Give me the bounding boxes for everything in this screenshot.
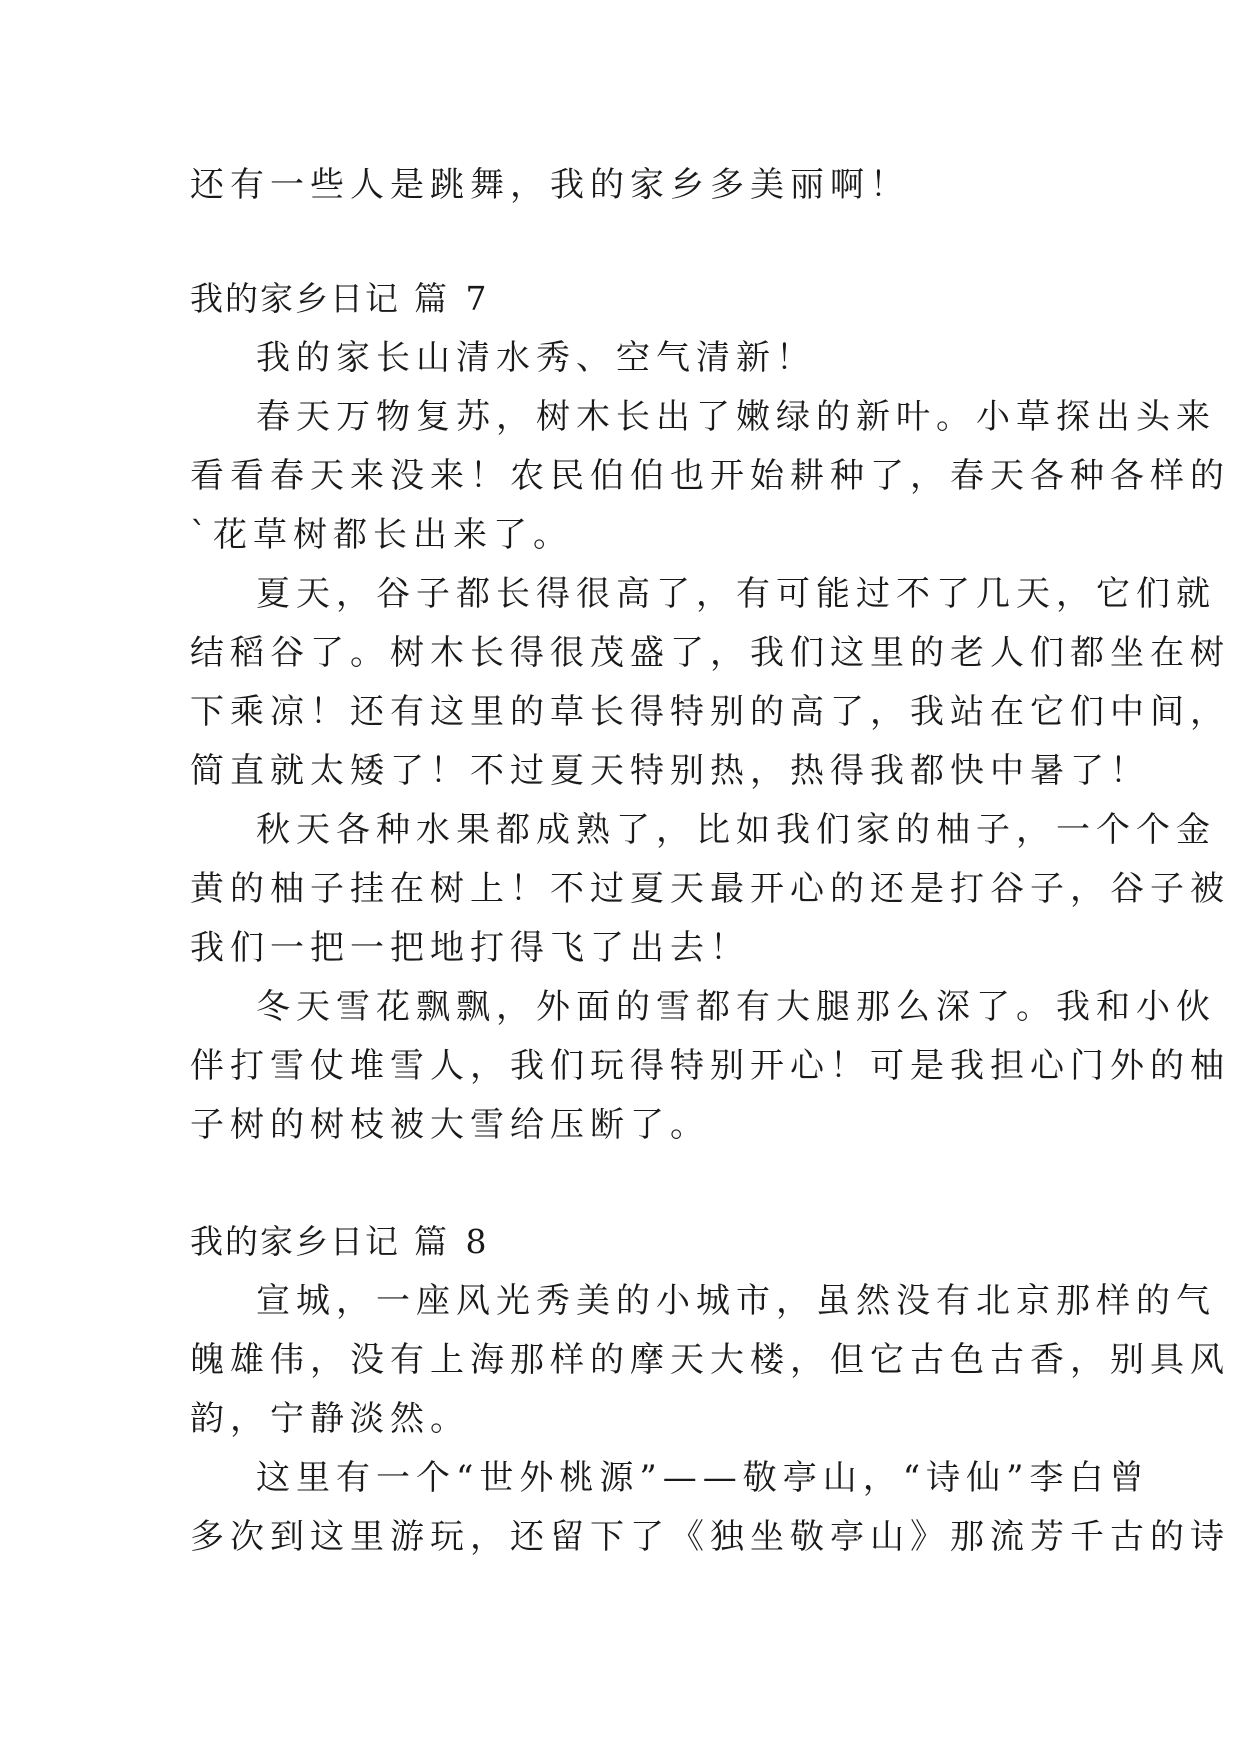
paragraph-line: 结稻谷了。树木长得很茂盛了，我们这里的老人们都坐在树 bbox=[190, 633, 1230, 673]
heading-title: 我的家乡日记 bbox=[190, 279, 400, 318]
heading-title: 我的家乡日记 bbox=[190, 1222, 400, 1261]
paragraph-line: 宣城，一座风光秀美的小城市，虽然没有北京那样的气 bbox=[256, 1281, 1216, 1321]
heading-number: 篇 7 bbox=[414, 279, 491, 318]
paragraph-line: 多次到这里游玩，还留下了《独坐敬亭山》那流芳千古的诗 bbox=[190, 1517, 1230, 1557]
paragraph-line: 看看春天来没来！农民伯伯也开始耕种了，春天各种各样的 bbox=[190, 456, 1230, 496]
paragraph-line: 这里有一个“世外桃源”——敬亭山，“诗仙”李白曾 bbox=[256, 1458, 1150, 1498]
paragraph-line: 冬天雪花飘飘，外面的雪都有大腿那么深了。我和小伙 bbox=[256, 987, 1216, 1027]
paragraph-line: 我的家长山清水秀、空气清新！ bbox=[256, 338, 816, 378]
paragraph-line: 秋天各种水果都成熟了，比如我们家的柚子，一个个金 bbox=[256, 810, 1216, 850]
section-heading-7 bbox=[190, 279, 491, 319]
paragraph-line: 简直就太矮了！不过夏天特别热，热得我都快中暑了！ bbox=[190, 751, 1150, 791]
paragraph-line: 韵，宁静淡然。 bbox=[190, 1399, 470, 1439]
paragraph-line: 我们一把一把地打得飞了出去！ bbox=[190, 928, 750, 968]
section-heading-8 bbox=[190, 1222, 491, 1262]
heading-number: 篇 8 bbox=[414, 1222, 491, 1261]
paragraph-line: 子树的树枝被大雪给压断了。 bbox=[190, 1105, 710, 1145]
paragraph-line: 下乘凉！还有这里的草长得特别的高了，我站在它们中间， bbox=[190, 692, 1230, 732]
paragraph-line: 春天万物复苏，树木长出了嫩绿的新叶。小草探出头来 bbox=[256, 397, 1216, 437]
paragraph-line: 伴打雪仗堆雪人，我们玩得特别开心！可是我担心门外的柚 bbox=[190, 1046, 1230, 1086]
paragraph-line: 魄雄伟，没有上海那样的摩天大楼，但它古色古香，别具风 bbox=[190, 1340, 1230, 1380]
paragraph-line: 黄的柚子挂在树上！不过夏天最开心的还是打谷子，谷子被 bbox=[190, 869, 1230, 909]
paragraph-line: `花草树都长出来了。 bbox=[190, 515, 573, 555]
paragraph-line: 还有一些人是跳舞，我的家乡多美丽啊！ bbox=[190, 165, 910, 205]
paragraph-line: 夏天，谷子都长得很高了，有可能过不了几天，它们就 bbox=[256, 574, 1216, 614]
